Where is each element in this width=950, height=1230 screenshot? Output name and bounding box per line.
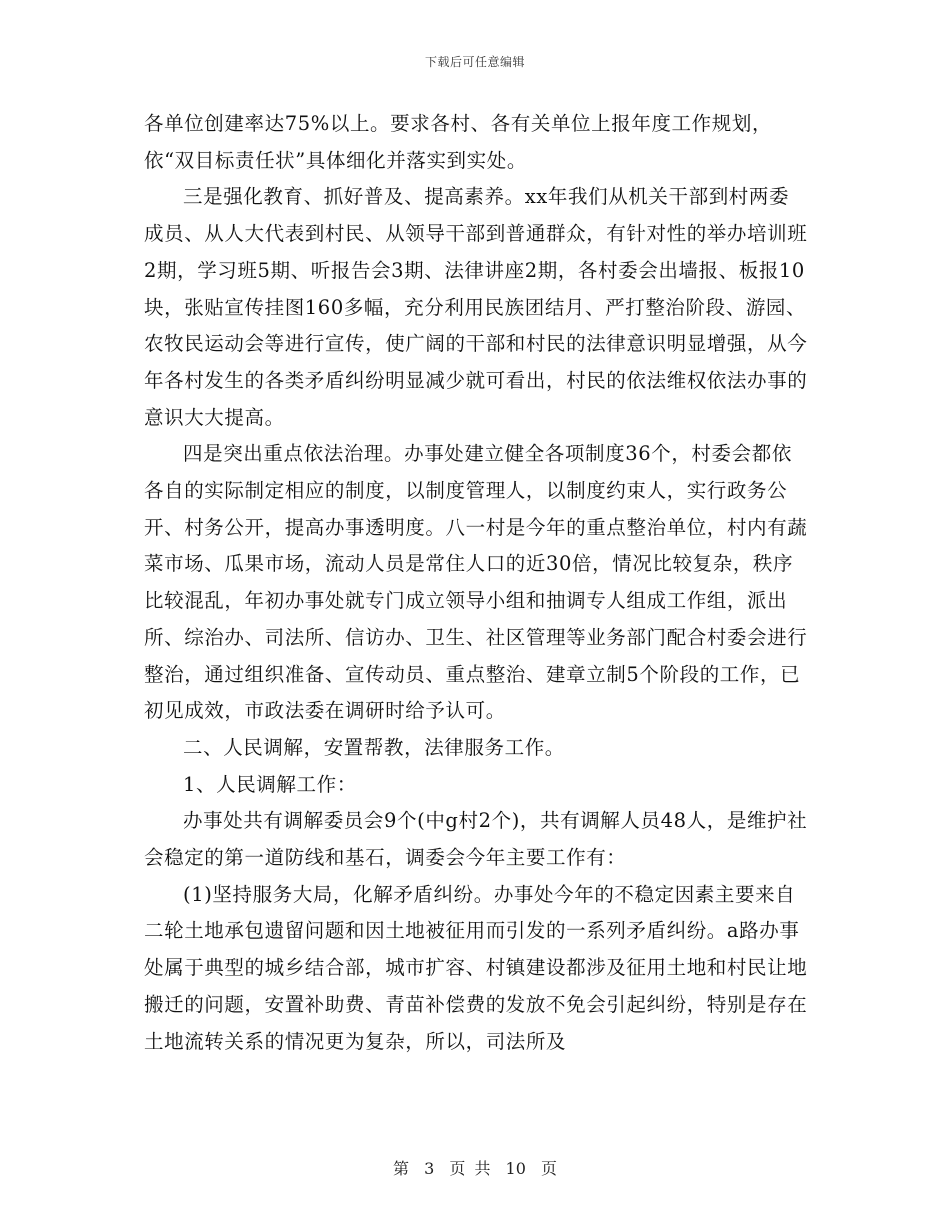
page-mid: 页 共 — [449, 1159, 491, 1178]
page-suffix: 页 — [541, 1159, 558, 1178]
page-prefix: 第 — [392, 1159, 409, 1178]
paragraph: 各单位创建率达75%以上。要求各村、各有关单位上报年度工作规划，依“双目标责任状”具体细化并落实到实处。 — [144, 112, 773, 172]
page-current: 3 — [424, 1159, 435, 1178]
subsection-heading: 1、人民调解工作： — [183, 772, 357, 796]
paragraph: 三是强化教育、抓好普及、提高素养。xx年我们从机关干部到村两委成员、从人大代表到村民、从领导干部到普通群众，有针对性的举办培训班2期，学习班5期、听报告会3期、法律讲座2期，各村委会出墙报、板报10块，张贴宣传挂图160多幅，充分利用民族团结月、严打整治阶段、游园、农牧民运动会等进行宣传，使广阔的干部和村民的法律意识明显增强，从今年各村发生的各类矛盾纠纷明显减少就可看出，村民的依法维权依法办事的意识大大提高。 — [144, 185, 808, 429]
paragraph: 四是突出重点依法治理。办事处建立健全各项制度36个，村委会都依各自的实际制定相应的制度，以制度管理人，以制度约束人，实行政务公开、村务公开，提高办事透明度。八一村是今年的重点整治单位，村内有蔬菜市场、瓜果市场，流动人员是常住人口的近30倍，情况比较复杂，秩序比较混乱，年初办事处就专门成立领导小组和抽调专人组成工作组，派出所、综治办、司法所、信访办、卫生、社区管理等业务部门配合村委会进行整治，通过组织准备、宣传动员、重点整治、建章立制5个阶段的工作，已初见成效，市政法委在调研时给予认可。 — [144, 442, 808, 723]
document-body — [144, 106, 808, 1060]
paragraph: 办事处共有调解委员会9个(中g村2个)，共有调解人员48人，是维护社会稳定的第一道防线和基石，调委会今年主要工作有： — [144, 809, 808, 870]
paragraph: (1)坚持服务大局，化解矛盾纠纷。办事处今年的不稳定因素主要来自二轮土地承包遗留问题和因土地被征用而引发的一系列矛盾纠纷。a路办事处属于典型的城乡结合部，城市扩容、村镇建设都涉及征用土地和村民让地搬迁的问题，安置补助费、青苗补偿费的发放不免会引起纠纷，特别是存在土地流转关系的情况更为复杂，所以，司法所及 — [144, 882, 808, 1053]
page-header-note: 下载后可任意编辑 — [424, 55, 525, 69]
page-total: 10 — [505, 1159, 526, 1178]
section-heading: 二、人民调解，安置帮教，法律服务工作。 — [183, 735, 565, 759]
page-number-footer — [0, 1156, 950, 1179]
